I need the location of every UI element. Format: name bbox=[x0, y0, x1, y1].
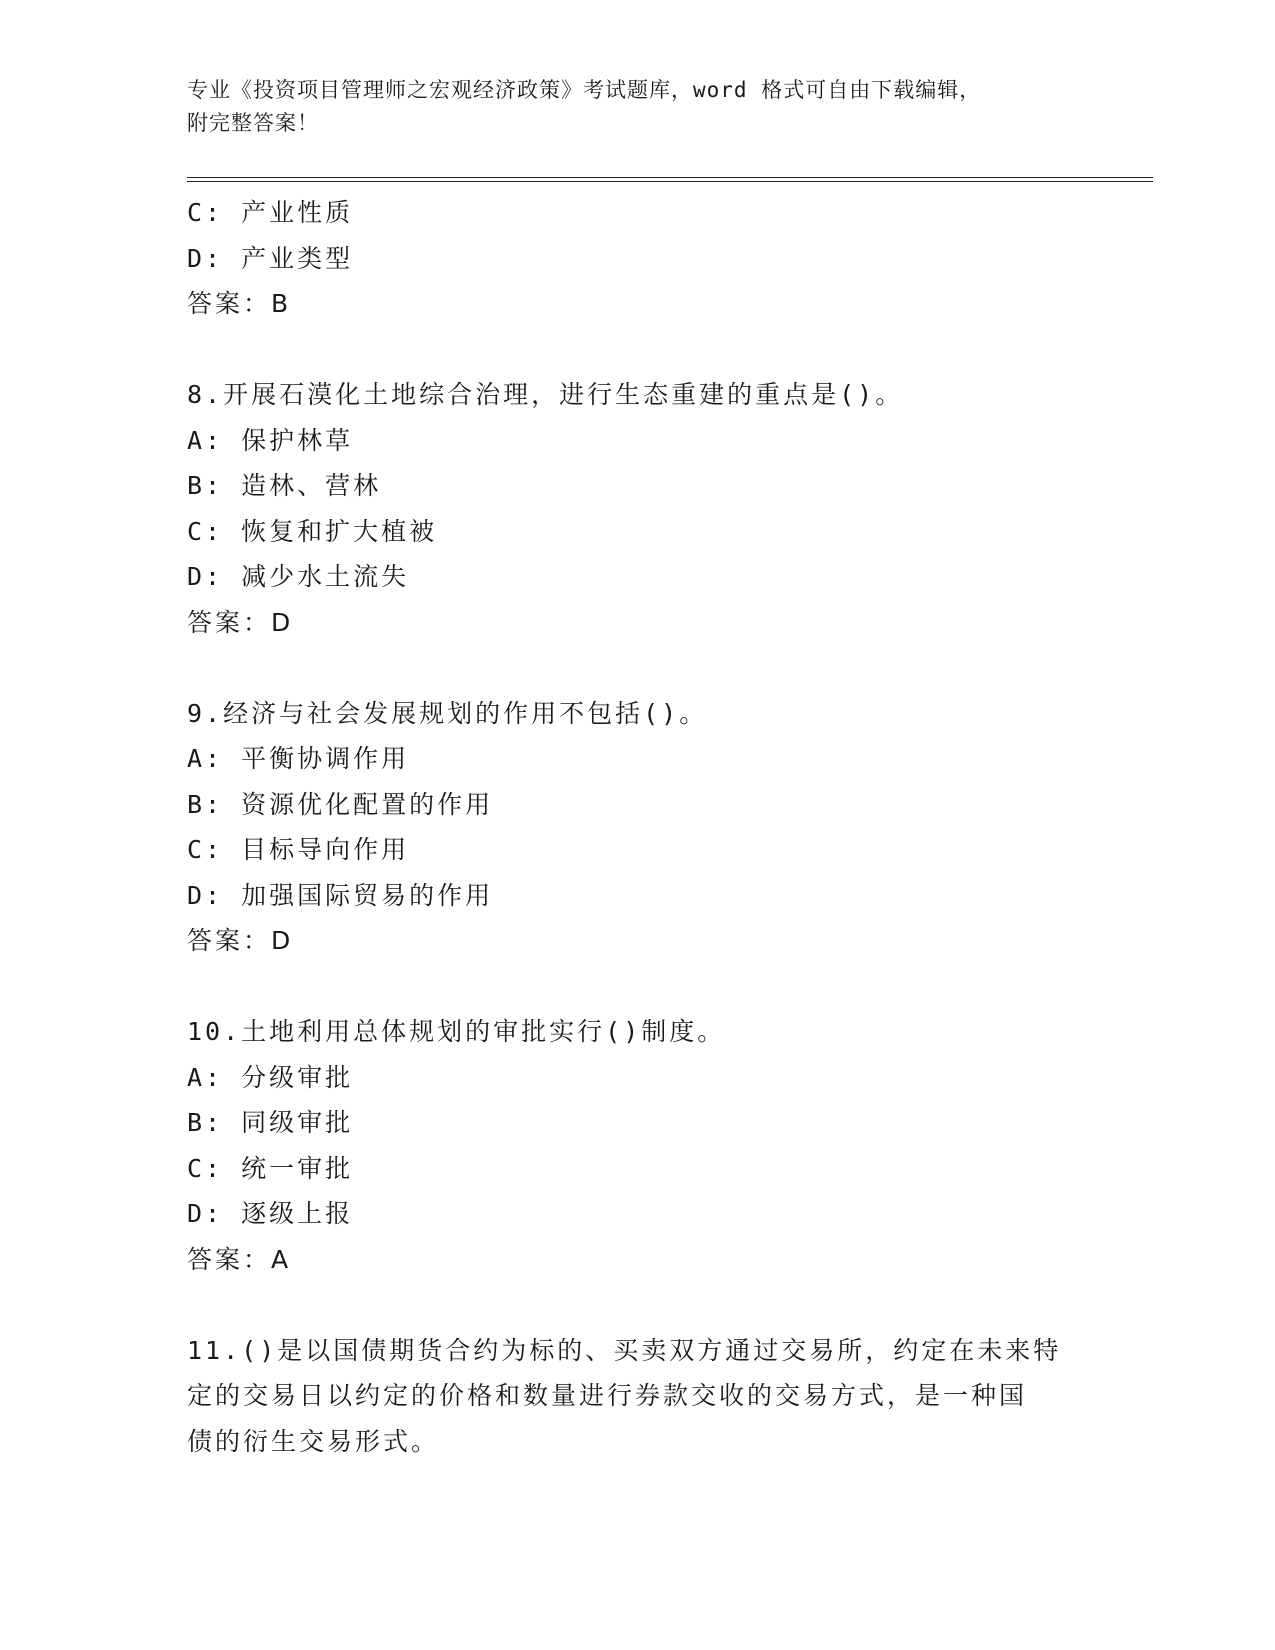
question-10 bbox=[187, 1009, 1153, 1282]
header-line-1: 专业《投资项目管理师之宏观经济政策》考试题库，word 格式可自由下载编辑， bbox=[187, 78, 982, 102]
question-stem-line-1: 11.()是以国债期货合约为标的、买卖双方通过交易所，约定在未来特 bbox=[187, 1335, 1062, 1365]
answer-line: 答案：A bbox=[187, 1244, 292, 1274]
question-11 bbox=[187, 1328, 1153, 1465]
question-stem: 8.开展石漠化土地综合治理，进行生态重建的重点是()。 bbox=[187, 380, 904, 409]
option-c: C: 恢复和扩大植被 bbox=[187, 516, 438, 546]
document-header bbox=[187, 74, 1067, 140]
option-c: C: 统一审批 bbox=[187, 1153, 354, 1183]
question-stem: 10.土地利用总体规划的审批实行()制度。 bbox=[187, 1017, 726, 1046]
option-a: A: 分级审批 bbox=[187, 1062, 354, 1092]
option-d: D: 逐级上报 bbox=[187, 1199, 354, 1228]
option-d: D: 加强国际贸易的作用 bbox=[187, 880, 494, 910]
option-b: B: 同级审批 bbox=[187, 1108, 354, 1137]
option-d: D: 产业类型 bbox=[187, 243, 354, 273]
header-line-2: 附完整答案！ bbox=[187, 111, 319, 135]
option-b: B: 资源优化配置的作用 bbox=[187, 789, 494, 819]
header-rule-bottom bbox=[187, 181, 1153, 182]
answer-line: 答案：D bbox=[187, 607, 294, 637]
question-8 bbox=[187, 372, 1153, 645]
question-stem-line-3: 债的衍生交易形式。 bbox=[187, 1426, 440, 1456]
option-d: D: 减少水土流失 bbox=[187, 562, 410, 591]
question-list bbox=[187, 190, 1153, 1464]
option-c: C: 目标导向作用 bbox=[187, 835, 410, 864]
answer-line: 答案：B bbox=[187, 289, 292, 318]
header-rule-top bbox=[187, 177, 1153, 178]
option-a: A: 保护林草 bbox=[187, 425, 354, 455]
option-c: C: 产业性质 bbox=[187, 198, 354, 227]
prev-question bbox=[187, 190, 1153, 327]
question-stem: 9.经济与社会发展规划的作用不包括()。 bbox=[187, 698, 708, 728]
question-stem-line-2: 定的交易日以约定的价格和数量进行券款交收的交易方式，是一种国 bbox=[187, 1381, 1028, 1410]
question-9 bbox=[187, 691, 1153, 964]
option-a: A: 平衡协调作用 bbox=[187, 744, 410, 773]
option-b: B: 造林、营林 bbox=[187, 471, 382, 500]
answer-line: 答案：D bbox=[187, 926, 294, 955]
